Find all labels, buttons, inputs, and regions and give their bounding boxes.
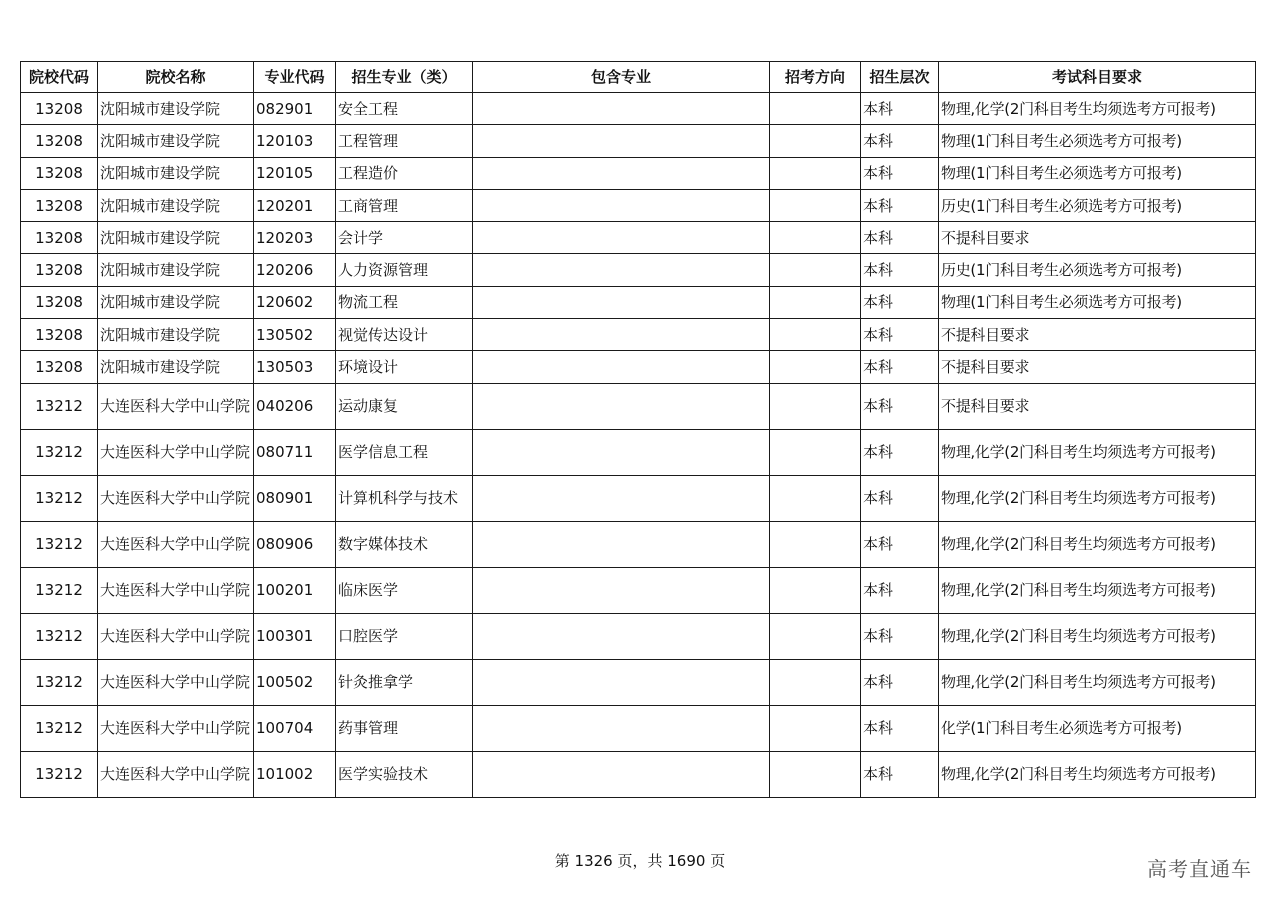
cell-included — [473, 351, 770, 383]
cell-major-code: 100301 — [254, 613, 336, 659]
cell-school-name: 大连医科大学中山学院 — [98, 659, 254, 705]
cell-included — [473, 319, 770, 351]
table-row — [21, 475, 1256, 521]
cell-level: 本科 — [861, 705, 939, 751]
cell-school-code: 13212 — [21, 567, 98, 613]
cell-school-name: 沈阳城市建设学院 — [98, 157, 254, 189]
cell-included — [473, 125, 770, 157]
cell-included — [473, 613, 770, 659]
cell-included — [473, 659, 770, 705]
cell-included — [473, 751, 770, 797]
cell-school-name: 沈阳城市建设学院 — [98, 222, 254, 254]
cell-major: 人力资源管理 — [336, 254, 473, 286]
cell-requirement: 物理,化学(2门科目考生均须选考方可报考) — [939, 521, 1256, 567]
cell-direction — [770, 659, 861, 705]
cell-school-code: 13208 — [21, 157, 98, 189]
cell-major: 安全工程 — [336, 93, 473, 125]
cell-major: 视觉传达设计 — [336, 319, 473, 351]
cell-direction — [770, 475, 861, 521]
cell-major: 环境设计 — [336, 351, 473, 383]
cell-major: 运动康复 — [336, 383, 473, 429]
cell-major: 工程造价 — [336, 157, 473, 189]
cell-level: 本科 — [861, 567, 939, 613]
cell-level: 本科 — [861, 222, 939, 254]
table-body — [21, 93, 1256, 798]
table-row — [21, 705, 1256, 751]
cell-direction — [770, 705, 861, 751]
cell-level: 本科 — [861, 521, 939, 567]
cell-level: 本科 — [861, 751, 939, 797]
cell-major-code: 082901 — [254, 93, 336, 125]
cell-school-name: 大连医科大学中山学院 — [98, 751, 254, 797]
watermark: 高考直通车 — [1147, 857, 1252, 881]
cell-school-code: 13212 — [21, 429, 98, 475]
cell-school-name: 沈阳城市建设学院 — [98, 125, 254, 157]
cell-school-code: 13208 — [21, 189, 98, 221]
cell-requirement: 物理(1门科目考生必须选考方可报考) — [939, 125, 1256, 157]
table-row — [21, 521, 1256, 567]
cell-major-code: 130502 — [254, 319, 336, 351]
cell-major-code: 100502 — [254, 659, 336, 705]
cell-requirement: 化学(1门科目考生必须选考方可报考) — [939, 705, 1256, 751]
cell-school-name: 大连医科大学中山学院 — [98, 705, 254, 751]
cell-direction — [770, 254, 861, 286]
cell-major-code: 130503 — [254, 351, 336, 383]
cell-major-code: 120602 — [254, 286, 336, 318]
cell-direction — [770, 286, 861, 318]
cell-included — [473, 157, 770, 189]
cell-included — [473, 189, 770, 221]
cell-school-name: 大连医科大学中山学院 — [98, 383, 254, 429]
cell-level: 本科 — [861, 351, 939, 383]
cell-requirement: 不提科目要求 — [939, 222, 1256, 254]
cell-requirement: 物理(1门科目考生必须选考方可报考) — [939, 286, 1256, 318]
table-row — [21, 429, 1256, 475]
cell-school-code: 13208 — [21, 93, 98, 125]
table-row — [21, 286, 1256, 318]
cell-major-code: 100201 — [254, 567, 336, 613]
cell-level: 本科 — [861, 383, 939, 429]
cell-school-name: 大连医科大学中山学院 — [98, 613, 254, 659]
cell-requirement: 物理,化学(2门科目考生均须选考方可报考) — [939, 567, 1256, 613]
cell-school-code: 13208 — [21, 286, 98, 318]
cell-direction — [770, 613, 861, 659]
cell-requirement: 历史(1门科目考生必须选考方可报考) — [939, 254, 1256, 286]
cell-school-name: 大连医科大学中山学院 — [98, 521, 254, 567]
enrollment-table — [20, 61, 1256, 798]
cell-major-code: 080711 — [254, 429, 336, 475]
table-row — [21, 319, 1256, 351]
cell-requirement: 物理,化学(2门科目考生均须选考方可报考) — [939, 613, 1256, 659]
cell-level: 本科 — [861, 613, 939, 659]
cell-direction — [770, 125, 861, 157]
cell-school-name: 沈阳城市建设学院 — [98, 254, 254, 286]
table-row — [21, 351, 1256, 383]
cell-requirement: 物理,化学(2门科目考生均须选考方可报考) — [939, 751, 1256, 797]
cell-level: 本科 — [861, 254, 939, 286]
cell-level: 本科 — [861, 93, 939, 125]
cell-direction — [770, 429, 861, 475]
cell-direction — [770, 383, 861, 429]
header-major-code: 专业代码 — [254, 62, 336, 93]
header-requirement: 考试科目要求 — [939, 62, 1256, 93]
cell-included — [473, 286, 770, 318]
cell-direction — [770, 567, 861, 613]
table-row — [21, 189, 1256, 221]
cell-requirement: 不提科目要求 — [939, 319, 1256, 351]
cell-direction — [770, 351, 861, 383]
cell-major-code: 120105 — [254, 157, 336, 189]
cell-included — [473, 93, 770, 125]
cell-school-name: 沈阳城市建设学院 — [98, 189, 254, 221]
cell-major: 药事管理 — [336, 705, 473, 751]
cell-direction — [770, 521, 861, 567]
cell-major: 会计学 — [336, 222, 473, 254]
table-row — [21, 222, 1256, 254]
cell-requirement: 物理,化学(2门科目考生均须选考方可报考) — [939, 475, 1256, 521]
header-level: 招生层次 — [861, 62, 939, 93]
cell-direction — [770, 222, 861, 254]
cell-included — [473, 521, 770, 567]
table-header-row — [21, 62, 1256, 93]
table-row — [21, 93, 1256, 125]
header-school-code: 院校代码 — [21, 62, 98, 93]
cell-major: 数字媒体技术 — [336, 521, 473, 567]
cell-school-name: 沈阳城市建设学院 — [98, 93, 254, 125]
cell-major-code: 080901 — [254, 475, 336, 521]
cell-major-code: 120203 — [254, 222, 336, 254]
cell-school-name: 沈阳城市建设学院 — [98, 319, 254, 351]
header-included: 包含专业 — [473, 62, 770, 93]
cell-direction — [770, 319, 861, 351]
cell-school-code: 13212 — [21, 613, 98, 659]
table-row — [21, 383, 1256, 429]
cell-direction — [770, 189, 861, 221]
header-major: 招生专业（类） — [336, 62, 473, 93]
cell-level: 本科 — [861, 659, 939, 705]
cell-school-code: 13208 — [21, 222, 98, 254]
header-direction: 招考方向 — [770, 62, 861, 93]
cell-school-name: 沈阳城市建设学院 — [98, 286, 254, 318]
table-row — [21, 659, 1256, 705]
cell-school-name: 沈阳城市建设学院 — [98, 351, 254, 383]
table-row — [21, 751, 1256, 797]
cell-major: 物流工程 — [336, 286, 473, 318]
cell-included — [473, 254, 770, 286]
cell-included — [473, 222, 770, 254]
cell-school-code: 13208 — [21, 319, 98, 351]
cell-school-code: 13212 — [21, 521, 98, 567]
cell-school-code: 13212 — [21, 383, 98, 429]
table-row — [21, 613, 1256, 659]
cell-major-code: 080906 — [254, 521, 336, 567]
cell-included — [473, 429, 770, 475]
cell-school-name: 大连医科大学中山学院 — [98, 475, 254, 521]
cell-direction — [770, 93, 861, 125]
cell-school-code: 13212 — [21, 705, 98, 751]
cell-major-code: 040206 — [254, 383, 336, 429]
cell-school-code: 13212 — [21, 659, 98, 705]
cell-included — [473, 567, 770, 613]
cell-school-code: 13212 — [21, 751, 98, 797]
cell-level: 本科 — [861, 157, 939, 189]
cell-major-code: 120103 — [254, 125, 336, 157]
cell-major: 计算机科学与技术 — [336, 475, 473, 521]
cell-major: 针灸推拿学 — [336, 659, 473, 705]
cell-included — [473, 705, 770, 751]
cell-level: 本科 — [861, 429, 939, 475]
header-school-name: 院校名称 — [98, 62, 254, 93]
cell-major: 口腔医学 — [336, 613, 473, 659]
cell-major-code: 120201 — [254, 189, 336, 221]
cell-level: 本科 — [861, 319, 939, 351]
table-row — [21, 157, 1256, 189]
cell-major: 工程管理 — [336, 125, 473, 157]
cell-school-code: 13208 — [21, 351, 98, 383]
cell-direction — [770, 751, 861, 797]
table-row — [21, 567, 1256, 613]
cell-direction — [770, 157, 861, 189]
cell-major-code: 101002 — [254, 751, 336, 797]
cell-major-code: 120206 — [254, 254, 336, 286]
cell-requirement: 物理,化学(2门科目考生均须选考方可报考) — [939, 659, 1256, 705]
cell-requirement: 不提科目要求 — [939, 351, 1256, 383]
cell-level: 本科 — [861, 125, 939, 157]
cell-level: 本科 — [861, 286, 939, 318]
cell-major: 工商管理 — [336, 189, 473, 221]
cell-requirement: 物理,化学(2门科目考生均须选考方可报考) — [939, 93, 1256, 125]
cell-requirement: 历史(1门科目考生必须选考方可报考) — [939, 189, 1256, 221]
cell-requirement: 物理,化学(2门科目考生均须选考方可报考) — [939, 429, 1256, 475]
table-row — [21, 125, 1256, 157]
cell-school-name: 大连医科大学中山学院 — [98, 567, 254, 613]
cell-included — [473, 383, 770, 429]
cell-school-code: 13208 — [21, 254, 98, 286]
cell-major: 医学实验技术 — [336, 751, 473, 797]
cell-requirement: 不提科目要求 — [939, 383, 1256, 429]
cell-school-name: 大连医科大学中山学院 — [98, 429, 254, 475]
page-number: 第 1326 页，共 1690 页 — [554, 852, 726, 870]
cell-included — [473, 475, 770, 521]
cell-requirement: 物理(1门科目考生必须选考方可报考) — [939, 157, 1256, 189]
cell-level: 本科 — [861, 189, 939, 221]
cell-school-code: 13208 — [21, 125, 98, 157]
cell-major: 临床医学 — [336, 567, 473, 613]
cell-major-code: 100704 — [254, 705, 336, 751]
cell-major: 医学信息工程 — [336, 429, 473, 475]
cell-level: 本科 — [861, 475, 939, 521]
cell-school-code: 13212 — [21, 475, 98, 521]
table-row — [21, 254, 1256, 286]
